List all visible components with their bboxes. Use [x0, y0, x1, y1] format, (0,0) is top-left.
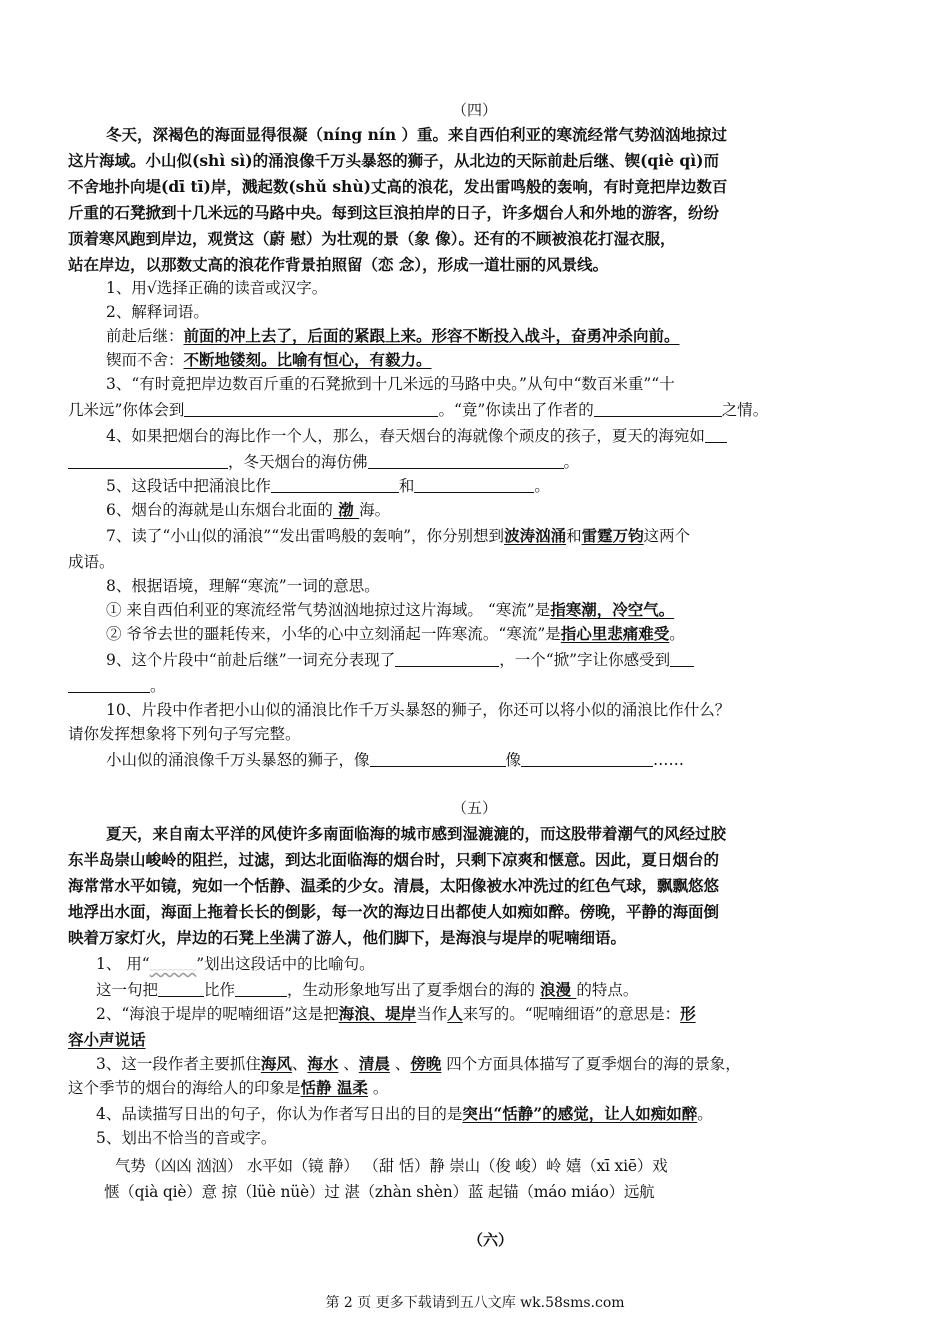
answer-text: 清晨	[358, 1054, 390, 1073]
answer-text: 波涛汹涌	[504, 526, 567, 545]
passage-4-line-1: 冬天，深褐色的海面显得很凝（níng nín ）重。来自西伯利亚的寒流经常气势汹汹地掠过	[106, 125, 727, 144]
answer-blank[interactable]	[414, 476, 534, 493]
question-4-7-line-2: 成语。	[68, 553, 115, 571]
question-5-5-row-2: 惬（qià qiè）意 掠（lüè nüè）过 湛（zhàn shèn）蓝 起锚（máo miáo）远航	[104, 1183, 655, 1201]
passage-5-line-2: 东半岛崇山峻岭的阻拦，过滤，到达北面临海的烟台时，只剩下凉爽和惬意。因此，夏日烟台的	[68, 850, 720, 869]
question-4-10-line-2: 请你发挥想象将下列句子写完整。	[68, 725, 301, 743]
answer-blank[interactable]	[158, 980, 204, 997]
passage-5-line-5: 映着万家灯火，岸边的石凳上坐满了游人，他们脚下，是海浪与堤岸的呢喃细语。	[68, 928, 627, 947]
answer-blank[interactable]	[594, 400, 722, 417]
answer-text: 不断地镂刻。比喻有恒心，有毅力。	[183, 350, 432, 369]
question-5-2-line-2	[68, 1028, 146, 1052]
question-4-10-line-1: 10、片段中作者把小山似的涌浪比作千万头暴怒的狮子，你还可以将小似的涌浪比作什么？	[106, 701, 731, 719]
answer-text: 指心里悲痛难受	[560, 624, 670, 643]
passage-4-line-6: 站在岸边，以那数丈高的浪花作背景拍照留（恋 念），形成一道壮丽的风景线。	[68, 255, 609, 274]
question-5-5-row-1: 气势（凶凶 汹汹） 水平如（镜 静） （甜 恬）静 崇山（俊 峻）岭 嬉（xī xiē）戏	[115, 1157, 668, 1175]
answer-blank[interactable]	[521, 750, 653, 767]
question-4-1: 1、用√选择正确的读音或汉字。	[106, 279, 328, 297]
question-4-7-line-1: 7、读了“小山似的涌浪”“发出雷鸣般的轰响”，你分别想到波涛汹涌和雷霆万钧这两个	[106, 526, 691, 545]
answer-blank[interactable]	[271, 476, 399, 493]
answer-text: 海风	[260, 1054, 292, 1073]
passage-5-line-4: 地浮出水面，海面上拖着长长的倒影，每一次的海边日出都使人如痴如醉。傍晚，平静的海面倒	[68, 902, 720, 921]
answer-text: 海浪、堤岸	[338, 1004, 417, 1023]
answer-blank[interactable]	[68, 676, 150, 693]
passage-5-line-3: 海常常水平如镜，宛如一个恬静、温柔的少女。清晨，太阳像被水冲洗过的红色气球，飘飘悠悠	[68, 876, 720, 895]
wavy-line-mark: ﹏﹏﹏	[149, 955, 197, 973]
question-5-3-line-2: 这个季节的烟台的海给人的印象是恬静 温柔 。	[68, 1078, 389, 1097]
question-4-3-line-2: 几米远”你体会到 。“竟”你读出了作者的 之情。	[68, 401, 769, 419]
question-4-9-line-2: 。	[68, 674, 166, 698]
answer-blank[interactable]	[68, 452, 228, 469]
question-4-8: 8、根据语境，理解“寒流”一词的意思。	[106, 577, 380, 595]
passage-5-line-1: 夏天，来自南太平洋的风使许多南面临海的城市感到湿漉漉的，而这股带着潮气的风经过胶	[106, 824, 727, 843]
answer-text: 突出“恬静”的感觉，让人如痴如醉	[462, 1104, 698, 1123]
term-label: 锲而不舍：	[106, 351, 184, 369]
question-5-3-line-1: 3、这一段作者主要抓住海风、海水 、清晨 、傍晚 四个方面具体描写了夏季烟台的海的景象，	[96, 1054, 741, 1073]
answer-text: 形	[680, 1004, 696, 1023]
question-4-4-line-1: 4、如果把烟台的海比作一个人，那么，春天烟台的海就像个顽皮的孩子，夏天的海宛如	[106, 424, 727, 448]
answer-blank[interactable]	[184, 400, 438, 417]
section-4-title: （四）	[452, 101, 498, 119]
question-5-5: 5、划出不恰当的音或字。	[96, 1129, 277, 1147]
question-4-2: 2、解释词语。	[106, 303, 209, 321]
question-5-2-line-1: 2、“海浪于堤岸的呢喃细语”这是把海浪、堤岸当作人来写的。“呢喃细语”的意思是：形	[96, 1004, 696, 1023]
answer-text: 前面的冲上去了，后面的紧跟上来。形容不断投入战斗，奋勇冲杀向前。	[183, 326, 680, 345]
answer-blank[interactable]	[235, 980, 287, 997]
question-4-3-line-1: 3、“有时竟把岸边数百斤重的石凳掀到十几米远的马路中央。”从句中“数百米重”“十	[106, 375, 675, 393]
passage-4-line-2: 这片海域。小山似(shì sì)的涌浪像千万头暴怒的狮子，从北边的天际前赴后继、锲(qiè qì)而	[68, 151, 719, 170]
question-4-9-line-1: 9、这个片段中“前赴后继”一词充分表现了 ，一个“掀”字让你感受到	[106, 648, 694, 672]
question-4-5: 5、这段话中把涌浪比作 和 。	[106, 477, 550, 495]
question-4-2a	[106, 324, 680, 348]
passage-4-line-4: 斤重的石凳掀到十几米远的马路中央。每到这巨浪拍岸的日子，许多烟台人和外地的游客，纷纷	[68, 203, 720, 222]
answer-text: 傍晚	[410, 1054, 442, 1073]
answer-blank[interactable]	[670, 650, 694, 667]
answer-text: 容小声说话	[68, 1030, 146, 1049]
passage-4-line-5: 顶着寒风跑到岸边，观赏这（蔚 慰）为壮观的景（象 像）。还有的不顾被浪花打湿衣服，	[68, 229, 676, 248]
answer-blank[interactable]	[370, 750, 506, 767]
page-footer: 第 2 页 更多下载请到五八文库 wk.58sms.com	[325, 1295, 625, 1311]
answer-text: 恬静 温柔	[300, 1078, 368, 1097]
question-4-4-line-2: ，冬天烟台的海仿佛 。	[68, 450, 579, 474]
question-5-1: 1、 用“﹏﹏﹏”划出这段话中的比喻句。	[96, 955, 375, 973]
section-5-title: （五）	[452, 799, 498, 817]
answer-text: 海水	[307, 1054, 339, 1073]
question-4-8b: ② 爷爷去世的噩耗传来，小华的心中立刻涌起一阵寒流。“寒流”是指心里悲痛难受。	[106, 624, 685, 643]
question-5-1c: 这一句把 比作 ，生动形象地写出了夏季烟台的海的 浪漫 的特点。	[96, 980, 639, 999]
answer-blank[interactable]	[705, 426, 727, 443]
answer-blank[interactable]	[395, 650, 499, 667]
question-4-6: 6、烟台的海就是山东烟台北面的 渤 海。	[106, 500, 391, 519]
question-4-2b	[106, 348, 432, 372]
question-5-4: 4、品读描写日出的句子，你认为作者写日出的目的是突出“恬静”的感觉，让人如痴如醉。	[96, 1104, 713, 1123]
answer-text: 人	[447, 1004, 463, 1023]
answer-text: 渤	[332, 500, 360, 519]
answer-blank[interactable]	[368, 452, 564, 469]
question-4-10-line-3: 小山似的涌浪像千万头暴怒的狮子，像 像 ……	[106, 751, 685, 769]
term-label: 前赴后继：	[106, 327, 184, 345]
section-6-title: （六）	[468, 1231, 514, 1249]
answer-text: 雷霆万钧	[581, 526, 644, 545]
answer-text: 浪漫	[539, 980, 577, 999]
passage-4-line-3: 不舍地扑向堤(dī tī)岸，溅起数(shǔ shù)丈高的浪花，发出雷鸣般的轰响，有时竟把岸边数百	[68, 177, 728, 196]
answer-text: 指寒潮，冷空气。	[550, 600, 675, 619]
question-4-8a: ① 来自西伯利亚的寒流经常气势汹汹地掠过这片海域。 “寒流”是指寒潮，冷空气。	[106, 600, 675, 619]
